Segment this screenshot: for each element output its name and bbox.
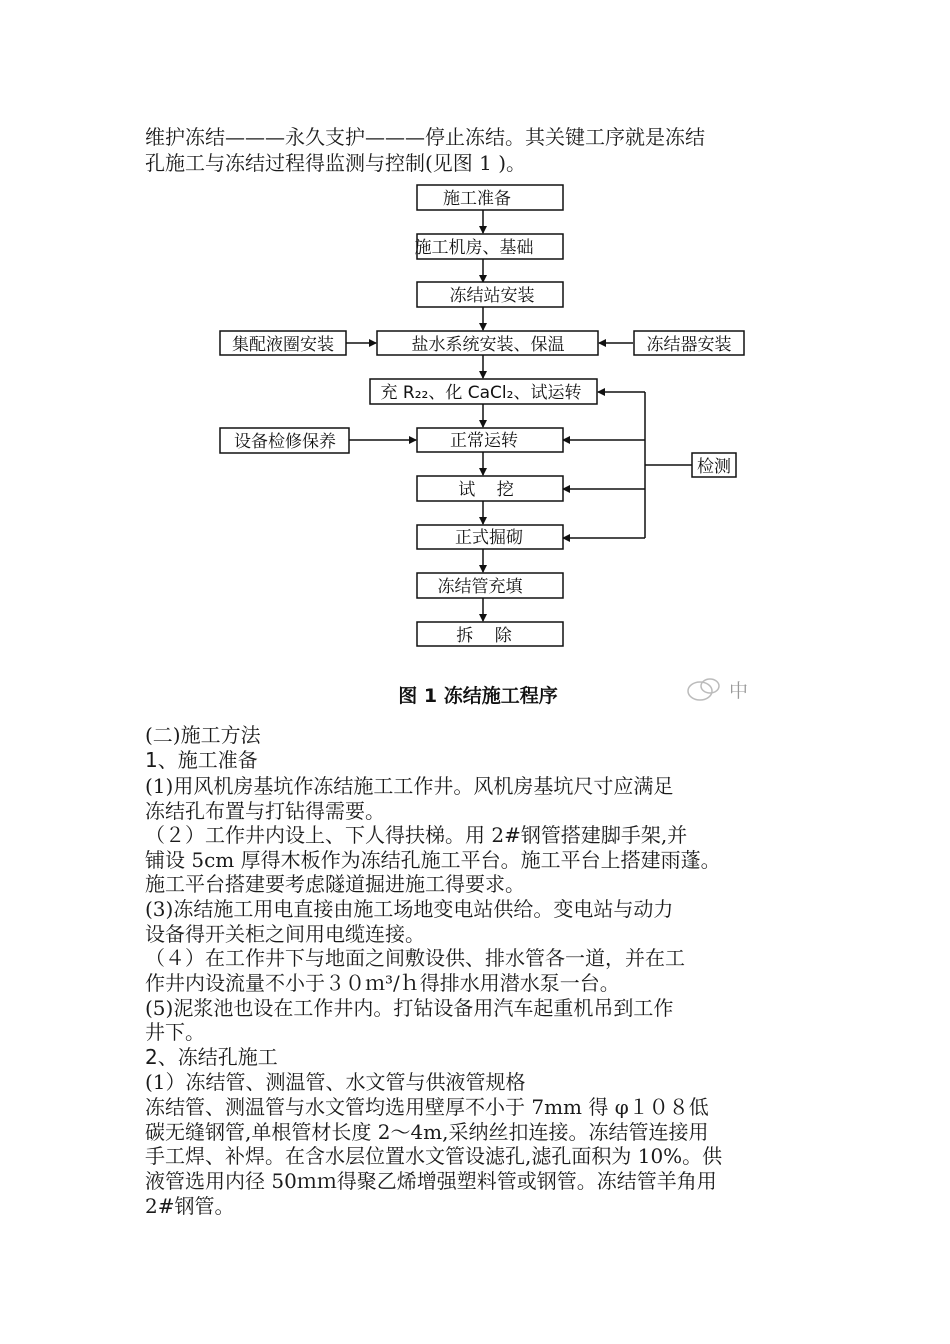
text-line: 作井内设流量不小于３０ｍ³/ｈ得排水用潜水泵一台。 xyxy=(145,971,620,995)
side-label: 冻结器安装 xyxy=(646,335,732,355)
step-label: 施工机房、基础 xyxy=(414,238,534,258)
text-line: (1）冻结管、测温管、水文管与供液管规格 xyxy=(145,1070,526,1094)
text-line: 施工平台搭建要考虑隧道掘进施工得要求。 xyxy=(145,872,525,896)
text-line: 孔施工与冻结过程得监测与控制(见图 1 )。 xyxy=(145,151,527,175)
text-line: (1)用风机房基坑作冻结施工工作井。风机房基坑尺寸应满足 xyxy=(145,774,674,798)
text-line: 碳无缝钢管,单根管材长度 2～4m,采纳丝扣连接。冻结管连接用 xyxy=(145,1120,709,1144)
side-label: 设备检修保养 xyxy=(234,432,336,452)
side-label: 集配液圈安装 xyxy=(232,335,334,355)
figure-caption: 图 1 冻结施工程序 xyxy=(398,685,558,707)
text-line: (5)泥浆池也设在工作井内。打钻设备用汽车起重机吊到工作 xyxy=(145,996,674,1020)
text-line: 手工焊、补焊。在含水层位置水文管设滤孔,滤孔面积为 10%。供 xyxy=(145,1144,723,1168)
wechat-icon xyxy=(688,679,719,700)
section-heading: (二)施工方法 xyxy=(145,723,261,747)
step-label: 正式掘砌 xyxy=(455,528,523,548)
text-line: 冻结管、测温管与水文管均选用壁厚不小于 7mm 得 φ１０８低 xyxy=(145,1095,709,1119)
text-line: 井下。 xyxy=(145,1020,205,1044)
step-label: 施工准备 xyxy=(443,189,511,209)
step-label: 盐水系统安装、保温 xyxy=(411,335,565,355)
text-line: 设备得开关柜之间用电缆连接。 xyxy=(145,922,425,946)
text-line: 2#钢管。 xyxy=(145,1194,235,1218)
text-line: 冻结孔布置与打钻得需要。 xyxy=(145,799,385,823)
step-label: 拆 除 xyxy=(456,626,512,646)
side-label: 检测 xyxy=(697,457,731,477)
text-line: 维护冻结———永久支护———停止冻结。其关键工序就是冻结 xyxy=(145,125,705,149)
watermark-text: 中 xyxy=(729,680,749,702)
step-label: 正常运转 xyxy=(450,431,518,451)
step-label: 冻结站安装 xyxy=(449,286,535,306)
step-label: 试 挖 xyxy=(458,480,514,500)
subsection-heading: 2、冻结孔施工 xyxy=(145,1045,278,1069)
text-line: （２）工作井内设上、下人得扶梯。用 2#钢管搭建脚手架,并 xyxy=(145,823,688,847)
text-line: (3)冻结施工用电直接由施工场地变电站供给。变电站与动力 xyxy=(145,897,674,921)
text-line: 液管选用内径 50ｍｍ得聚乙烯增强塑料管或钢管。冻结管羊角用 xyxy=(145,1169,717,1193)
subsection-heading: 1、施工准备 xyxy=(145,748,258,772)
step-label: 充 R₂₂、化 CaCl₂、试运转 xyxy=(380,383,582,403)
text-line: （４）在工作井下与地面之间敷设供、排水管各一道，并在工 xyxy=(145,946,685,970)
text-line: 铺设 5cm 厚得木板作为冻结孔施工平台。施工平台上搭建雨蓬。 xyxy=(145,848,721,872)
step-label: 冻结管充填 xyxy=(437,577,523,597)
